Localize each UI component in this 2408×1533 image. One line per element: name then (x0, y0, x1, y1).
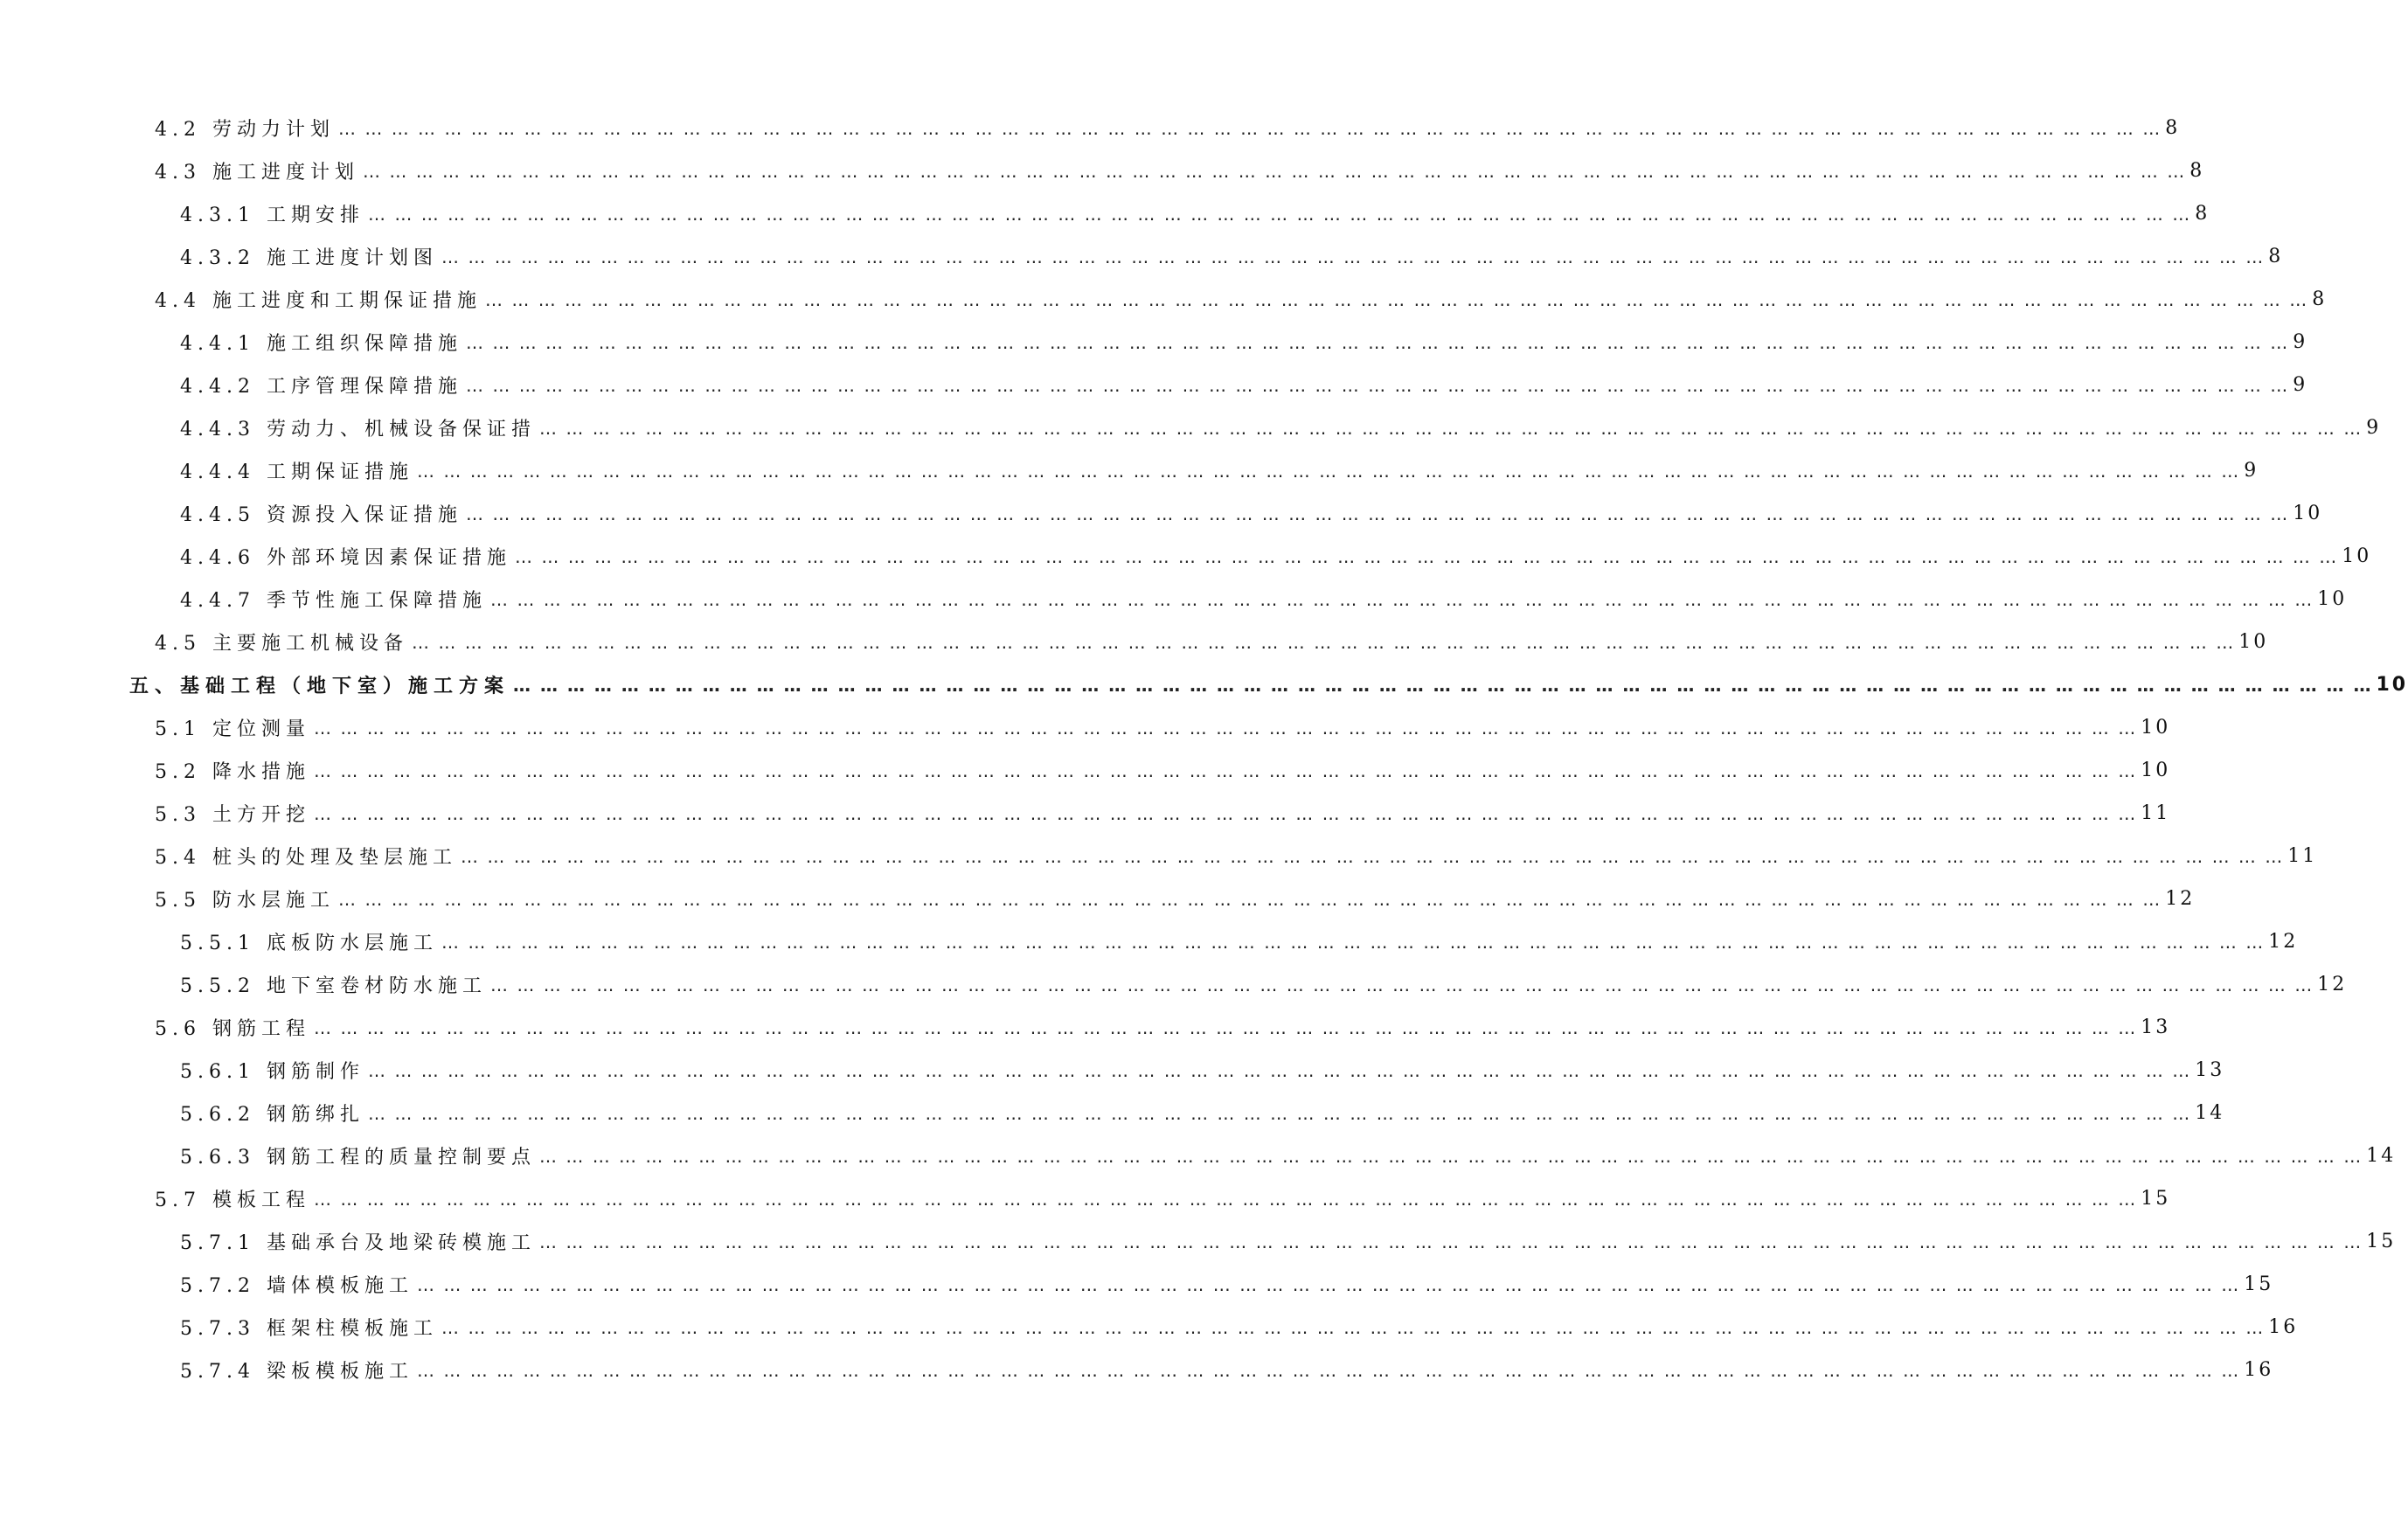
toc-entry[interactable] (0, 1177, 2171, 1220)
toc-page-number: 16 (2244, 1359, 2274, 1381)
toc-entry[interactable] (0, 278, 2328, 321)
toc-entry[interactable] (0, 835, 2318, 877)
toc-dot-leader: … … … … … … … … … … … … … … … … … … … … … … … … … … … … … … … … … … … … … … … … … … … … … … … … … … … … … … … … … … … … … … … … … … … … … (416, 1273, 2241, 1295)
toc-entry[interactable] (0, 107, 2181, 149)
toc-page-number: 15 (2141, 1188, 2171, 1210)
toc-entry[interactable] (0, 492, 2323, 535)
toc-dot-leader: … … … … … … … … … … … … … … … … … … … … … … … … … … … … … … … … … … … … … … … … … … … … … … … … … … … … … … … … … … … … … … … … … … … … … (337, 117, 2162, 139)
toc-dot-leader: … … … … … … … … … … … … … … … … … … … … … … … … … … … … … … … … … … … … … … … … … … … … … … … … … … … … … … … … … … … … … … … … … … … … … (313, 1188, 2138, 1210)
toc-dot-leader: … … … … … … … … … … … … … … … … … … … … … … … … … … … … … … … … … … … … … … … … … … … … … … … … … … … … … … … … … … … … … … … … … … … … … (313, 1016, 2138, 1038)
table-of-contents (0, 107, 2408, 1391)
toc-entry-title: 5.6 钢筋工程 (155, 1018, 310, 1040)
toc-dot-leader: … … … … … … … … … … … … … … … … … … … … … … … … … … … … … … … … … … … … … … … … … … … … … … … … … … … … … … … … … … … … … … … … … … … … … (337, 888, 2162, 910)
toc-entry-title: 5.7 模板工程 (155, 1190, 310, 1211)
toc-entry[interactable] (0, 235, 2284, 278)
toc-entry[interactable] (0, 406, 2382, 449)
toc-dot-leader: … … … … … … … … … … … … … … … … … … … … … … … … … … … … … … … … … … … … … … … … … … … … … … … … … … … … … … … … … … … … … … … … … … … … … (313, 760, 2138, 781)
toc-dot-leader: … … … … … … … … … … … … … … … … … … … … … … … … … … … … … … … … … … … … … … … … … … … … … … … … … … … … … … … … … … … … … … … … … … … … … (441, 246, 2266, 267)
toc-dot-leader: … … … … … … … … … … … … … … … … … … … … … … … … … … … … … … … … … … … … … … … … … … … … … … … … … … … … … … … … … … … … … … … … … … … … … (538, 417, 2363, 439)
toc-entry[interactable] (0, 578, 2348, 621)
toc-entry-title: 5.3 土方开挖 (155, 804, 310, 826)
toc-dot-leader: … … … … … … … … … … … … … … … … … … … … … … … … … … … … … … … … … … … … … … … … … … … … … … … … … … … … … … … … … … … … … … … … … … … … … (313, 802, 2138, 824)
toc-dot-leader: … … … … … … … … … … … … … … … … … … … … … … … … … … … … … … … … … … … … … … … … … … … … … … … … … … … … … … … … … … … … … … … … … … … … … (489, 974, 2314, 995)
toc-entry[interactable] (0, 1349, 2274, 1391)
toc-dot-leader: … … … … … … … … … … … … … … … … … … … … … … … … … … … … … … … … … … … … … … … … … … … … … … … … … … … … … … … … … … … … … … … … … … … … … (538, 1145, 2363, 1167)
toc-entry[interactable] (0, 621, 2269, 663)
toc-page-number: 8 (2312, 288, 2328, 310)
toc-dot-leader: … … … … … … … … … … … … … … … … … … … … … … … … … … … … … … … … … … … … … … … … … … … … … … … … … … … … … … … … … … … … … … … … … … … … … (416, 460, 2241, 482)
toc-entry[interactable] (0, 1220, 2397, 1263)
toc-entry-title: 4.5 主要施工机械设备 (155, 633, 408, 655)
toc-dot-leader: … … … … … … … … … … … … … … … … … … … … … … … … … … … … … … … … … … … … … … … … … … … … … … … … … … … … … … … … … … … … … … … … … … … … … (489, 588, 2314, 610)
toc-entry-title: 5.1 定位测量 (155, 718, 310, 740)
toc-page-number: 10 (2141, 760, 2171, 781)
toc-page-number: 13 (2141, 1016, 2171, 1038)
toc-page-number: 9 (2293, 331, 2308, 353)
toc-entry-title: 5.5.1 底板防水层施工 (180, 933, 438, 954)
toc-page-number: 9 (2244, 460, 2259, 482)
toc-entry[interactable] (0, 1006, 2171, 1049)
toc-entry[interactable] (0, 706, 2171, 749)
toc-entry[interactable] (0, 877, 2196, 920)
toc-page-number: 8 (2165, 117, 2181, 139)
toc-dot-leader: … … … … … … … … … … … … … … … … … … … … … … … … … … … … … … … … … … … … … … … … … … … … … … … … … … … … … … … … … … … … … … … … … … … … … (513, 674, 2373, 696)
toc-entry-title: 4.3.2 施工进度计划图 (180, 247, 438, 269)
toc-page-number: 15 (2244, 1273, 2274, 1295)
toc-entry-title: 4.4 施工进度和工期保证措施 (155, 290, 482, 312)
toc-page-number: 9 (2366, 417, 2382, 439)
toc-entry-title: 5.5.2 地下室卷材防水施工 (180, 975, 487, 997)
toc-dot-leader: … … … … … … … … … … … … … … … … … … … … … … … … … … … … … … … … … … … … … … … … … … … … … … … … … … … … … … … … … … … … … … … … … … … … … (411, 631, 2236, 653)
toc-dot-leader: … … … … … … … … … … … … … … … … … … … … … … … … … … … … … … … … … … … … … … … … … … … … … … … … … … … … … … … … … … … … … … … … … … … … … (465, 503, 2290, 524)
toc-entry[interactable] (0, 364, 2308, 406)
toc-entry[interactable] (0, 663, 2408, 706)
toc-entry[interactable] (0, 149, 2205, 192)
toc-entry-title: 5.7.2 墙体模板施工 (180, 1275, 413, 1297)
toc-entry-title: 4.4.7 季节性施工保障措施 (180, 590, 487, 612)
toc-entry[interactable] (0, 963, 2348, 1006)
toc-dot-leader: … … … … … … … … … … … … … … … … … … … … … … … … … … … … … … … … … … … … … … … … … … … … … … … … … … … … … … … … … … … … … … … … … … … … … (441, 931, 2266, 953)
toc-entry-title: 5.4 桩头的处理及垫层施工 (155, 847, 457, 869)
toc-dot-leader: … … … … … … … … … … … … … … … … … … … … … … … … … … … … … … … … … … … … … … … … … … … … … … … … … … … … … … … … … … … … … … … … … … … … … (367, 203, 2192, 225)
toc-entry-title: 5.5 防水层施工 (155, 890, 335, 912)
toc-page-number: 12 (2317, 974, 2348, 995)
toc-page-number: 12 (2268, 931, 2299, 953)
toc-entry-title: 5.2 降水措施 (155, 761, 310, 783)
toc-entry-title: 5.7.3 框架柱模板施工 (180, 1318, 438, 1340)
toc-page-number: 10 (2238, 631, 2269, 653)
toc-entry[interactable] (0, 1263, 2274, 1306)
toc-page-number: 11 (2141, 802, 2171, 824)
toc-page-number: 10 (2317, 588, 2348, 610)
toc-entry[interactable] (0, 792, 2171, 835)
toc-entry-title: 4.3.1 工期安排 (180, 205, 364, 226)
toc-entry[interactable] (0, 1092, 2225, 1134)
toc-dot-leader: … … … … … … … … … … … … … … … … … … … … … … … … … … … … … … … … … … … … … … … … … … … … … … … … … … … … … … … … … … … … … … … … … … … … … (484, 288, 2309, 310)
toc-entry[interactable] (0, 535, 2372, 578)
toc-dot-leader: … … … … … … … … … … … … … … … … … … … … … … … … … … … … … … … … … … … … … … … … … … … … … … … … … … … … … … … … … … … … … … … … … … … … … (362, 160, 2187, 182)
toc-entry-title: 4.4.5 资源投入保证措施 (180, 504, 462, 526)
toc-entry[interactable] (0, 749, 2171, 792)
toc-entry-title: 4.4.3 劳动力、机械设备保证措 (180, 419, 536, 440)
toc-entry[interactable] (0, 1049, 2225, 1092)
toc-dot-leader: … … … … … … … … … … … … … … … … … … … … … … … … … … … … … … … … … … … … … … … … … … … … … … … … … … … … … … … … … … … … … … … … … … … … … (460, 845, 2285, 867)
toc-page-number: 12 (2165, 888, 2196, 910)
toc-entry-title: 4.4.6 外部环境因素保证措施 (180, 547, 511, 569)
toc-entry-title: 5.7.1 基础承台及地梁砖模施工 (180, 1232, 536, 1254)
toc-entry[interactable] (0, 321, 2308, 364)
toc-dot-leader: … … … … … … … … … … … … … … … … … … … … … … … … … … … … … … … … … … … … … … … … … … … … … … … … … … … … … … … … … … … … … … … … … … … … … (367, 1102, 2192, 1124)
toc-page-number: 8 (2268, 246, 2284, 267)
toc-dot-leader: … … … … … … … … … … … … … … … … … … … … … … … … … … … … … … … … … … … … … … … … … … … … … … … … … … … … … … … … … … … … … … … … … … … … … (465, 331, 2290, 353)
toc-page-number: 10 (2376, 674, 2408, 696)
toc-page-number: 14 (2366, 1145, 2397, 1167)
toc-entry-title: 5.6.3 钢筋工程的质量控制要点 (180, 1147, 536, 1169)
toc-entry-title: 4.4.1 施工组织保障措施 (180, 333, 462, 355)
toc-entry-title: 五、基础工程（地下室）施工方案 (129, 676, 510, 697)
toc-entry[interactable] (0, 192, 2210, 235)
toc-entry-title: 4.4.4 工期保证措施 (180, 461, 413, 483)
toc-entry-title: 5.6.1 钢筋制作 (180, 1061, 364, 1083)
toc-page-number: 11 (2287, 845, 2318, 867)
toc-entry-title: 4.4.2 工序管理保障措施 (180, 376, 462, 398)
toc-page-number: 13 (2195, 1059, 2225, 1081)
toc-entry[interactable] (0, 449, 2259, 492)
toc-page-number: 8 (2195, 203, 2210, 225)
toc-entry[interactable] (0, 1306, 2299, 1349)
toc-dot-leader: … … … … … … … … … … … … … … … … … … … … … … … … … … … … … … … … … … … … … … … … … … … … … … … … … … … … … … … … … … … … … … … … … … … … … (367, 1059, 2192, 1081)
toc-dot-leader: … … … … … … … … … … … … … … … … … … … … … … … … … … … … … … … … … … … … … … … … … … … … … … … … … … … … … … … … … … … … … … … … … … … … … (441, 1316, 2266, 1338)
toc-entry[interactable] (0, 1134, 2397, 1177)
toc-dot-leader: … … … … … … … … … … … … … … … … … … … … … … … … … … … … … … … … … … … … … … … … … … … … … … … … … … … … … … … … … … … … … … … … … … … … … (465, 374, 2290, 396)
toc-page-number: 16 (2268, 1316, 2299, 1338)
toc-entry-title: 5.7.4 梁板模板施工 (180, 1361, 413, 1383)
toc-page-number: 10 (2293, 503, 2323, 524)
toc-dot-leader: … … … … … … … … … … … … … … … … … … … … … … … … … … … … … … … … … … … … … … … … … … … … … … … … … … … … … … … … … … … … … … … … … … … … … (416, 1359, 2241, 1381)
toc-page-number: 10 (2342, 545, 2372, 567)
toc-page-number: 15 (2366, 1231, 2397, 1252)
toc-entry[interactable] (0, 920, 2299, 963)
toc-entry-title: 4.3 施工进度计划 (155, 162, 359, 184)
toc-dot-leader: … … … … … … … … … … … … … … … … … … … … … … … … … … … … … … … … … … … … … … … … … … … … … … … … … … … … … … … … … … … … … … … … … … … … … (313, 717, 2138, 739)
toc-page-number: 8 (2189, 160, 2205, 182)
toc-entry-title: 5.6.2 钢筋绑扎 (180, 1104, 364, 1126)
toc-entry-title: 4.2 劳动力计划 (155, 119, 335, 141)
toc-dot-leader: … … … … … … … … … … … … … … … … … … … … … … … … … … … … … … … … … … … … … … … … … … … … … … … … … … … … … … … … … … … … … … … … … … … … … (514, 545, 2339, 567)
toc-page-number: 10 (2141, 717, 2171, 739)
toc-page-number: 9 (2293, 374, 2308, 396)
toc-page-number: 14 (2195, 1102, 2225, 1124)
toc-dot-leader: … … … … … … … … … … … … … … … … … … … … … … … … … … … … … … … … … … … … … … … … … … … … … … … … … … … … … … … … … … … … … … … … … … … … … (538, 1231, 2363, 1252)
